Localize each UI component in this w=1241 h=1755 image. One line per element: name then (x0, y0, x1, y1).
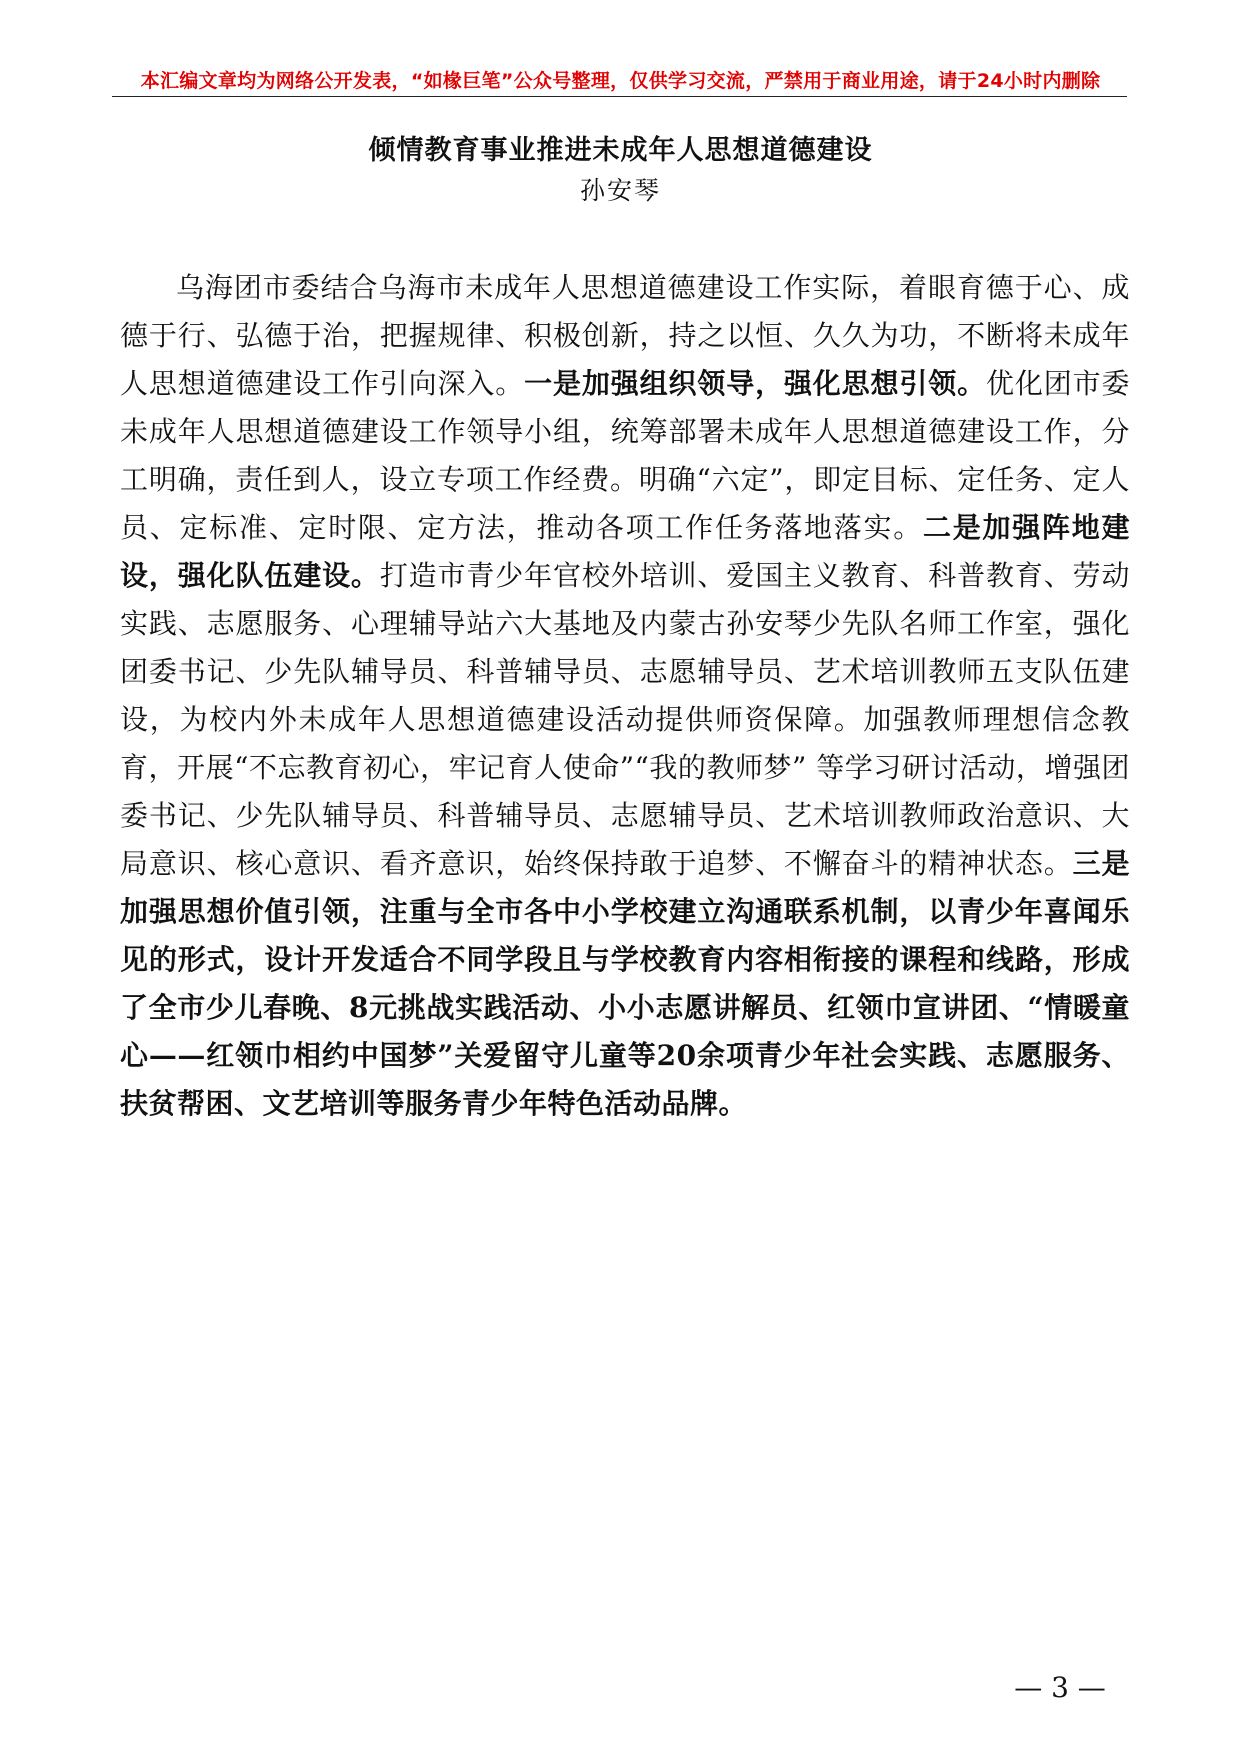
point-one-heading: 一是加强组织领导，强化思想引领。 (524, 367, 987, 400)
point-two-heading: 二是加强阵地建设，强化队伍建设。 (120, 511, 1130, 592)
header-notice: 本汇编文章均为网络公开发表，“如椽巨笔”公众号整理，仅供学习交流，严禁用于商业用途，请于24小时内删除 (140, 70, 1101, 92)
header-divider (112, 96, 1127, 97)
article-body (120, 264, 1130, 1128)
body-intro: 乌海团市委结合乌海市未成年人思想道德建设工作实际，着眼育德于心、成德于行、弘德于治，把握规律、积极创新，持之以恒、久久为功，不断将未成年人思想道德建设工作引向深入。 (120, 271, 1130, 400)
point-three-paragraph: 三是加强思想价值引领，注重与全市各中小学校建立沟通联系机制，以青少年喜闻乐见的形式，设计开发适合不同学段且与学校教育内容相衔接的课程和线路，形成了全市少儿春晚、8元挑战实践活动、小小志愿讲解员、红领巾宣讲团、“情暖童心——红领巾相约中国梦”关爱留守儿童等20余项青少年社会实践、志愿服务、扶贫帮困、文艺培训等服务青少年特色活动品牌。 (120, 847, 1130, 1120)
point-two-body: 打造市青少年官校外培训、爱国主义教育、科普教育、劳动实践、志愿服务、心理辅导站六大基地及内蒙古孙安琴少先队名师工作室，强化团委书记、少先队辅导员、科普辅导员、志愿辅导员、艺术培训教师五支队伍建设，为校内外未成年人思想道德建设活动提供师资保障。加强教师理想信念教育，开展“不忘教育初心，牢记育人使命”“我的教师梦” 等学习研讨活动，增强团委书记、少先队辅导员、科普辅导员、志愿辅导员、艺术培训教师政治意识、大局意识、核心意识、看齐意识，始终保持敢于追梦、不懈奋斗的精神状态。 (120, 559, 1130, 880)
article-author: 孙安琴 (579, 176, 661, 205)
page-number: — 3 — (1014, 1671, 1106, 1704)
point-one-body: 优化团市委未成年人思想道德建设工作领导小组，统筹部署未成年人思想道德建设工作，分工明确，责任到人，设立专项工作经费。明确“六定”，即定目标、定任务、定人员、定标准、定时限、定方法，推动各项工作任务落地落实。 (120, 367, 1130, 544)
article-title: 倾情教育事业推进未成年人思想道德建设 (368, 135, 873, 166)
